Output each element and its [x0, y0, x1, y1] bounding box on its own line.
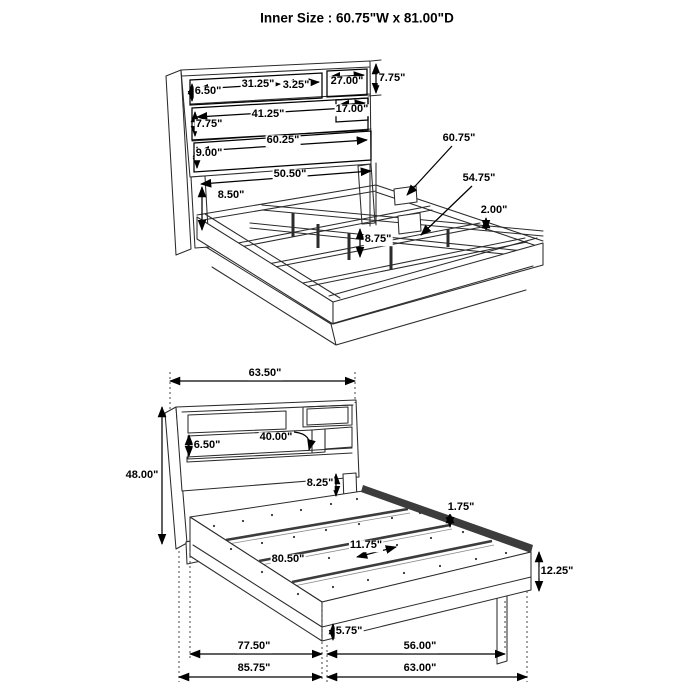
dim-overall-width: 63.00" [403, 662, 437, 675]
dim-right-section-width: 56.00" [403, 640, 437, 653]
dim-bottom-shelf-width: 60.25" [266, 134, 300, 147]
dim-shelf-opening-width: 40.00" [259, 431, 293, 444]
dim-headboard-height: 48.00" [125, 469, 159, 482]
dim-side-rail-lip: 1.75" [447, 501, 475, 514]
dim-top-shelf-divider: 3.25" [282, 79, 310, 92]
dim-headboard-width: 63.50" [248, 367, 282, 380]
dim-slat-spacing: 11.75" [349, 539, 383, 552]
dim-top-right-compartment: 27.00" [330, 75, 364, 88]
page-title: Inner Size : 60.75"W x 81.00"D [260, 10, 454, 26]
dim-middle-shelf-width: 41.25" [251, 108, 285, 121]
dim-headboard-base-height: 8.50" [217, 189, 245, 202]
dim-headboard-deck-gap: 8.25" [306, 477, 334, 490]
dim-frame-rail-height: 8.75" [364, 233, 392, 246]
dim-platform-height: 12.25" [540, 565, 574, 578]
dim-bottom-shelf-height: 9.00" [195, 147, 223, 160]
dim-inner-frame-width: 60.75" [442, 132, 476, 145]
dim-overall-length: 85.75" [237, 662, 271, 675]
dim-top-shelf-opening-height: 6.50" [194, 85, 222, 98]
dim-top-shelf-width: 31.25" [241, 78, 275, 91]
dim-headboard-top-height: 7.75" [378, 72, 406, 85]
dim-shelf-opening-height: 6.50" [193, 439, 221, 452]
dim-left-section-length: 77.50" [237, 640, 271, 653]
dim-middle-shelf-height: 7.75" [195, 118, 223, 131]
dim-middle-right-compartment: 17.00" [335, 103, 369, 116]
dim-rail-lip-height: 2.00" [480, 204, 508, 217]
dim-base-plinth-height: 5.75" [335, 625, 363, 638]
dim-headboard-base-width: 50.50" [273, 168, 307, 181]
dim-slat-support-width: 54.75" [462, 172, 496, 185]
dim-platform-length: 80.50" [271, 553, 305, 566]
